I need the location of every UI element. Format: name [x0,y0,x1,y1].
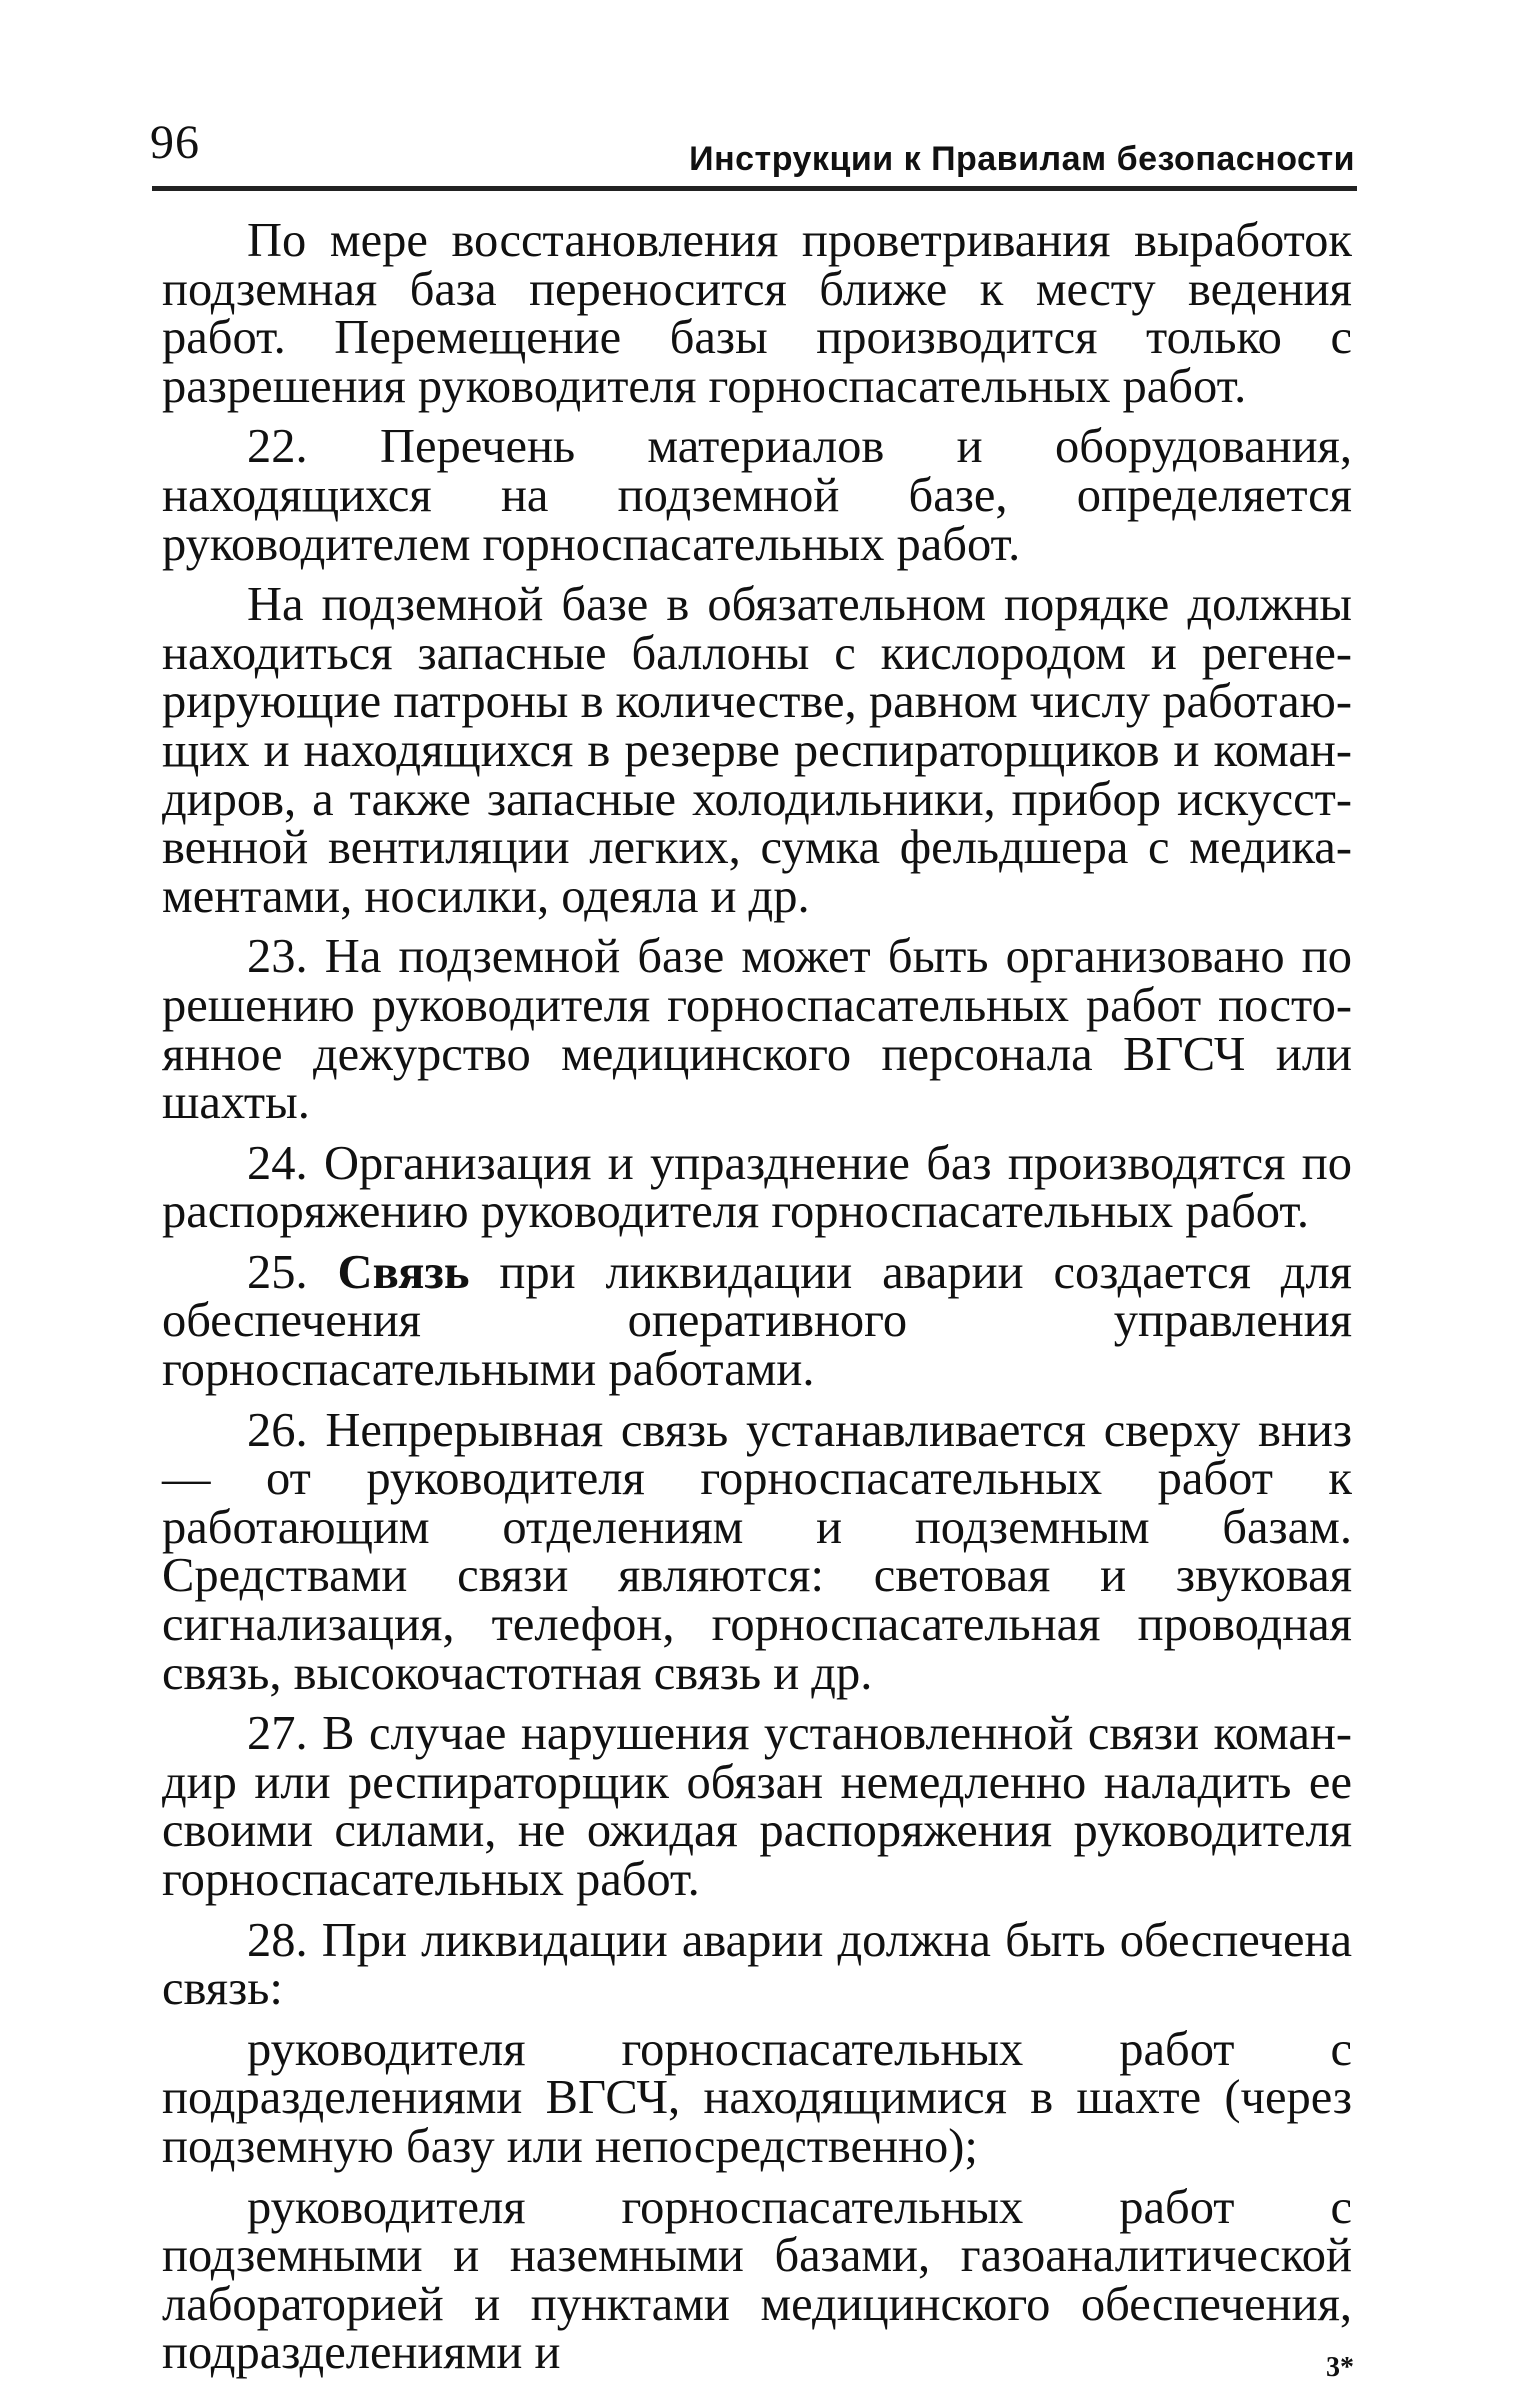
page-number: 96 [150,116,200,169]
paragraph-lead: 25. [247,1245,338,1299]
paragraph: руководителя горноспасательных работ с подземными и наземными базами, газоаналитической лабораторией и пунктами медицинского обеспечения, подразделениями и [162,2180,1352,2380]
header-rule [152,186,1357,191]
paragraph: 23. На подземной базе может быть организовано по решению руководителя горноспасательных работ постоянное дежурство медицинского персонала ВГСЧ или шахты. [162,930,1352,1130]
paragraph: 27. В случае нарушения установленной связи командир или респираторщик обязан немедленно наладить ее своими силами, не ожидая распоряжения руководителя горноспасательных работ. [162,1707,1352,1906]
signature-mark: 3* [1326,2352,1354,2383]
page-header [150,105,1355,185]
paragraph [162,1245,1352,1397]
book-page [150,105,1355,2383]
paragraph: руководителя горноспасательных работ с подразделениями ВГСЧ, находящимися в шахте (через подземную базу или непосредственно); [162,2022,1352,2173]
bold-term: Связь [337,1245,470,1299]
running-title: Инструкции к Правилам безопасности [689,140,1355,178]
paragraph: На подземной базе в обязательном порядке должны находиться запасные баллоны с кислородом и регенерирующие патроны в количестве, равном числу работающих и находящихся в резерве респираторщиков и командиров, а также запасные холодильники, прибор искусственной вентиляции легких, сумка фельдшера с медикаментами, носилки, одеяла и др. [162,578,1352,923]
paragraph: 26. Непрерывная связь устанавливается сверху вниз — от руководителя горноспасательных работ к работающим отделениям и подземным базам. Средствами связи являются: световая и звуковая сигнализация, телефон, горноспасательная проводная связь, высокочастотная связь и др. [162,1403,1352,1700]
paragraph: По мере восстановления проветривания выработок подземная база переносится ближе к месту ведения работ. Перемещение базы производится только с разрешения руководителя горноспасательных работ. [162,214,1352,413]
body-text [162,214,1352,2390]
paragraph: 28. При ликвидации аварии должна быть обеспечена связь: [162,1913,1352,2016]
paragraph: 24. Организация и упразднение баз производятся по распоряжению руководителя горноспасательных работ. [162,1136,1352,1239]
paragraph: 22. Перечень материалов и оборудования, находящихся на подземной базе, определяется руководителем горноспасательных работ. [162,420,1352,571]
paragraph-rest: при ликвидации аварии создается для обеспечения оперативного управления горноспасательными работами. [162,1245,1352,1397]
